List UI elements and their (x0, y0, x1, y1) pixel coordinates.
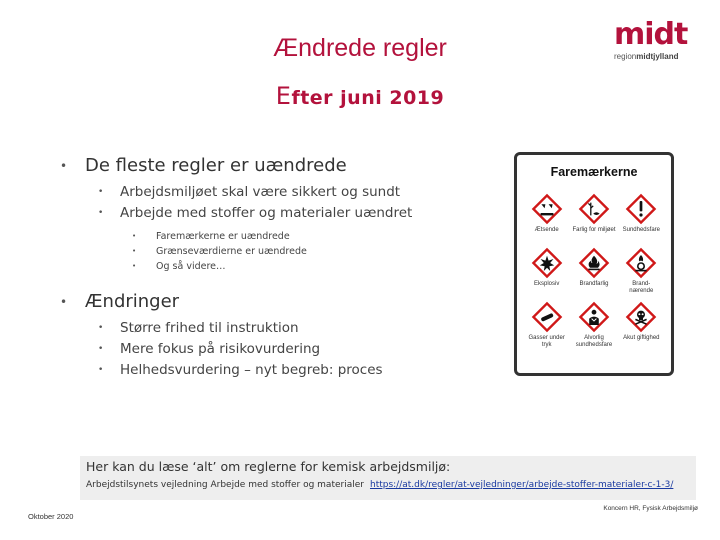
bullet-level2: • Arbejde med stoffer og materialer uændret (60, 203, 490, 224)
flame-over-circle-icon (625, 247, 657, 279)
hazard-cell: Eksplosiv (523, 247, 570, 295)
bullet-level2: • Større frihed til instruktion (60, 318, 490, 339)
bullet-level1: • De fleste regler er uændrede (60, 154, 490, 178)
skull-crossbones-icon (625, 301, 657, 333)
subtitle-initial: E (275, 82, 292, 110)
hazard-cell: Brandfarlig (570, 247, 617, 295)
bullet-level3: • Grænseværdierne er uændrede (60, 244, 490, 259)
slide-title: Ændrede regler (273, 34, 447, 62)
guide-link[interactable]: https://at.dk/regler/at-vejledninger/arbejde-stoffer-materialer-c-1-3/ (369, 480, 674, 490)
corrosive-icon (531, 193, 563, 225)
explosive-icon (531, 247, 563, 279)
environment-hazard-icon (578, 193, 610, 225)
bullet-level2: • Arbejdsmiljøet skal være sikkert og sundt (60, 182, 490, 203)
logo-subtext: regionmidtjylland (614, 52, 679, 61)
slide-subtitle (0, 82, 720, 110)
exclamation-icon (625, 193, 657, 225)
hazard-cell: Akut giftighed (618, 301, 665, 349)
bullet-list (60, 154, 490, 381)
gas-cylinder-icon (531, 301, 563, 333)
flame-icon (578, 247, 610, 279)
region-midtjylland-logo (614, 17, 704, 66)
bullet-level1: • Ændringer (60, 290, 490, 314)
footer-date: Oktober 2020 (28, 512, 74, 521)
hazard-cell: Ætsende (523, 193, 570, 241)
hazard-cell: Gasser under tryk (523, 301, 570, 349)
info-reference (86, 480, 673, 490)
hazard-cell: Sundhedsfare (618, 193, 665, 241)
info-heading: Her kan du læse ‘alt’ om reglerne for kemisk arbejdsmiljø: (86, 459, 451, 474)
hazard-cell: Brand- nærende (618, 247, 665, 295)
hazard-cell: Alvorlig sundhedsfare (570, 301, 617, 349)
bullet-level3: • Og så videre… (60, 259, 490, 274)
bullet-level3: • Faremærkerne er uændrede (60, 229, 490, 244)
guide-title: Arbejdstilsynets vejledning Arbejde med stoffer og materialer (86, 480, 364, 490)
health-hazard-icon (578, 301, 610, 333)
subtitle-rest: fter juni 2019 (291, 87, 445, 109)
bullet-level2: • Helhedsvurdering – nyt begreb: proces (60, 360, 490, 381)
hazard-grid (523, 193, 665, 349)
footer-department: Koncern HR, Fysisk Arbejdsmiljø (603, 505, 698, 512)
logo-wordmark: midt (614, 17, 688, 52)
hazard-card-title: Faremærkerne (550, 165, 638, 179)
hazard-cell: Farlig for miljøet (570, 193, 617, 241)
bullet-level2: • Mere fokus på risikovurdering (60, 339, 490, 360)
hazard-symbols-card (514, 152, 674, 376)
